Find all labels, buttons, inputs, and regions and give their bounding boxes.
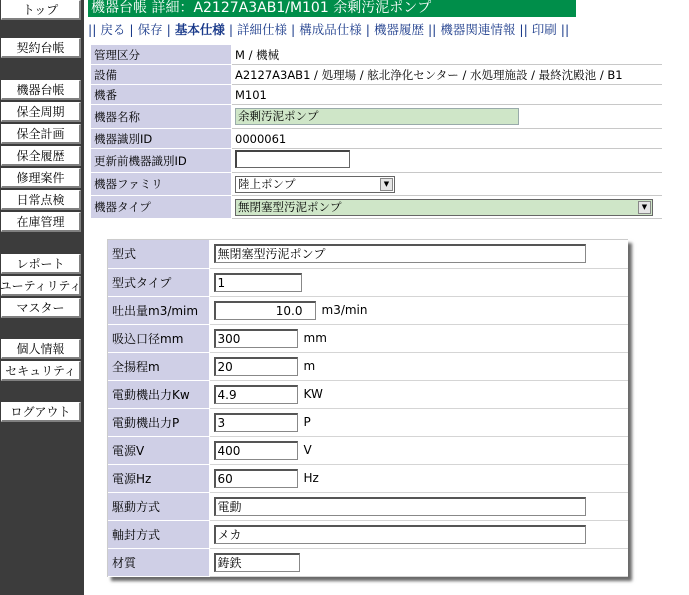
tab-detail-spec[interactable]: 詳細仕様: [237, 22, 288, 37]
discharge-unit: m3/min: [321, 303, 368, 317]
equipment-name-field[interactable]: 余剰汚泥ポンプ: [235, 108, 519, 125]
equipment-id-value: 0000061: [232, 129, 662, 149]
suction-bore-unit: mm: [303, 331, 327, 345]
seal-input[interactable]: メカ: [214, 525, 586, 544]
type-label: 機器タイプ: [91, 196, 232, 219]
power-hz-label: 電源Hz: [108, 464, 209, 492]
sidebar-item-master[interactable]: マスター: [1, 298, 81, 318]
model-label: 型式: [108, 240, 209, 268]
tab-related-info[interactable]: 機器関連情報: [440, 22, 516, 37]
suction-bore-label: 吸込口径mm: [108, 324, 209, 352]
sidebar-item-contract-ledger[interactable]: 契約台帳: [1, 38, 81, 58]
action-nav: || 戻る | 保存 | 基本仕様 | 詳細仕様 | 構成品仕様 | 機器履歴 || 機器関連情報 || 印刷 ||: [88, 22, 570, 37]
spec-table: [108, 240, 628, 577]
total-head-unit: m: [303, 359, 316, 373]
drive-label: 駆動方式: [108, 492, 209, 520]
model-input[interactable]: 無閉塞型汚泥ポンプ: [214, 244, 586, 263]
tab-component-spec[interactable]: 構成品仕様: [299, 22, 362, 37]
discharge-label: 吐出量m3/mim: [108, 296, 209, 324]
family-label: 機器ファミリ: [91, 173, 232, 196]
equipment-name-label: 機器名称: [91, 105, 232, 129]
total-head-label: 全揚程m: [108, 352, 209, 380]
equipment-info-table: [90, 44, 662, 219]
tab-basic-spec[interactable]: 基本仕様: [174, 22, 225, 37]
sidebar-item-equipment-ledger[interactable]: 機器台帳: [1, 80, 81, 100]
sidebar-item-top[interactable]: トップ: [1, 0, 81, 20]
equipment-no-value: M101: [232, 85, 662, 105]
management-type-label: 管理区分: [91, 45, 232, 65]
power-hz-unit: Hz: [303, 471, 319, 485]
type-select[interactable]: [235, 199, 653, 216]
type-select-value: 無閉塞型汚泥ポンプ: [238, 200, 342, 214]
model-type-label: 型式タイプ: [108, 268, 209, 296]
print-link[interactable]: 印刷: [531, 22, 557, 37]
chevron-down-icon[interactable]: ▼: [380, 178, 393, 191]
motor-kw-unit: KW: [303, 387, 323, 401]
material-label: 材質: [108, 548, 209, 576]
power-v-input[interactable]: 400: [214, 441, 298, 460]
total-head-input[interactable]: 20: [214, 357, 298, 376]
sidebar-item-logout[interactable]: ログアウト: [1, 402, 81, 422]
management-type-value: M / 機械: [232, 45, 662, 65]
save-link[interactable]: 保存: [137, 22, 163, 37]
prev-equipment-id-label: 更新前機器識別ID: [91, 149, 232, 173]
discharge-input[interactable]: 10.0: [214, 301, 316, 320]
equipment-id-label: 機器識別ID: [91, 129, 232, 149]
suction-bore-input[interactable]: 300: [214, 329, 298, 348]
prev-equipment-id-input[interactable]: [235, 150, 350, 168]
sidebar: [0, 0, 84, 595]
drive-input[interactable]: 電動: [214, 497, 586, 516]
sidebar-item-utility[interactable]: ユーティリティ: [1, 276, 81, 296]
facility-value: A2127A3AB1 / 処理場 / 舷北浄化センター / 水処理施設 / 最終沈殿池 / B1: [232, 65, 662, 85]
sidebar-item-maintenance-cycle[interactable]: 保全周期: [1, 102, 81, 122]
family-select[interactable]: [235, 176, 395, 193]
motor-p-input[interactable]: 3: [214, 413, 298, 432]
power-hz-input[interactable]: 60: [214, 469, 298, 488]
material-input[interactable]: 鋳鉄: [214, 553, 300, 572]
sidebar-item-personal-info[interactable]: 個人情報: [1, 339, 81, 359]
chevron-down-icon[interactable]: ▼: [638, 201, 651, 214]
motor-p-unit: P: [303, 415, 311, 429]
sidebar-item-maintenance-history[interactable]: 保全履歴: [1, 146, 81, 166]
equipment-no-label: 機番: [91, 85, 232, 105]
sidebar-item-repair-cases[interactable]: 修理案件: [1, 168, 81, 188]
seal-label: 軸封方式: [108, 520, 209, 548]
sidebar-item-inventory[interactable]: 在庫管理: [1, 212, 81, 232]
facility-label: 設備: [91, 65, 232, 85]
sidebar-item-security[interactable]: セキュリティ: [1, 361, 81, 381]
power-v-label: 電源V: [108, 436, 209, 464]
power-v-unit: V: [303, 443, 312, 457]
page-title: 機器台帳 詳細：A2127A3AB1/M101 余剰汚泥ポンプ: [88, 0, 576, 17]
motor-kw-input[interactable]: 4.9: [214, 385, 298, 404]
sidebar-item-report[interactable]: レポート: [1, 254, 81, 274]
sidebar-item-maintenance-plan[interactable]: 保全計画: [1, 124, 81, 144]
family-select-value: 陸上ポンプ: [238, 177, 296, 191]
tab-equipment-history[interactable]: 機器履歴: [373, 22, 424, 37]
sidebar-item-daily-inspection[interactable]: 日常点検: [1, 190, 81, 210]
back-link[interactable]: 戻る: [100, 22, 126, 37]
motor-p-label: 電動機出力P: [108, 408, 209, 436]
model-type-input[interactable]: 1: [214, 273, 302, 292]
motor-kw-label: 電動機出力Kw: [108, 380, 209, 408]
basic-spec-panel: [107, 239, 628, 577]
